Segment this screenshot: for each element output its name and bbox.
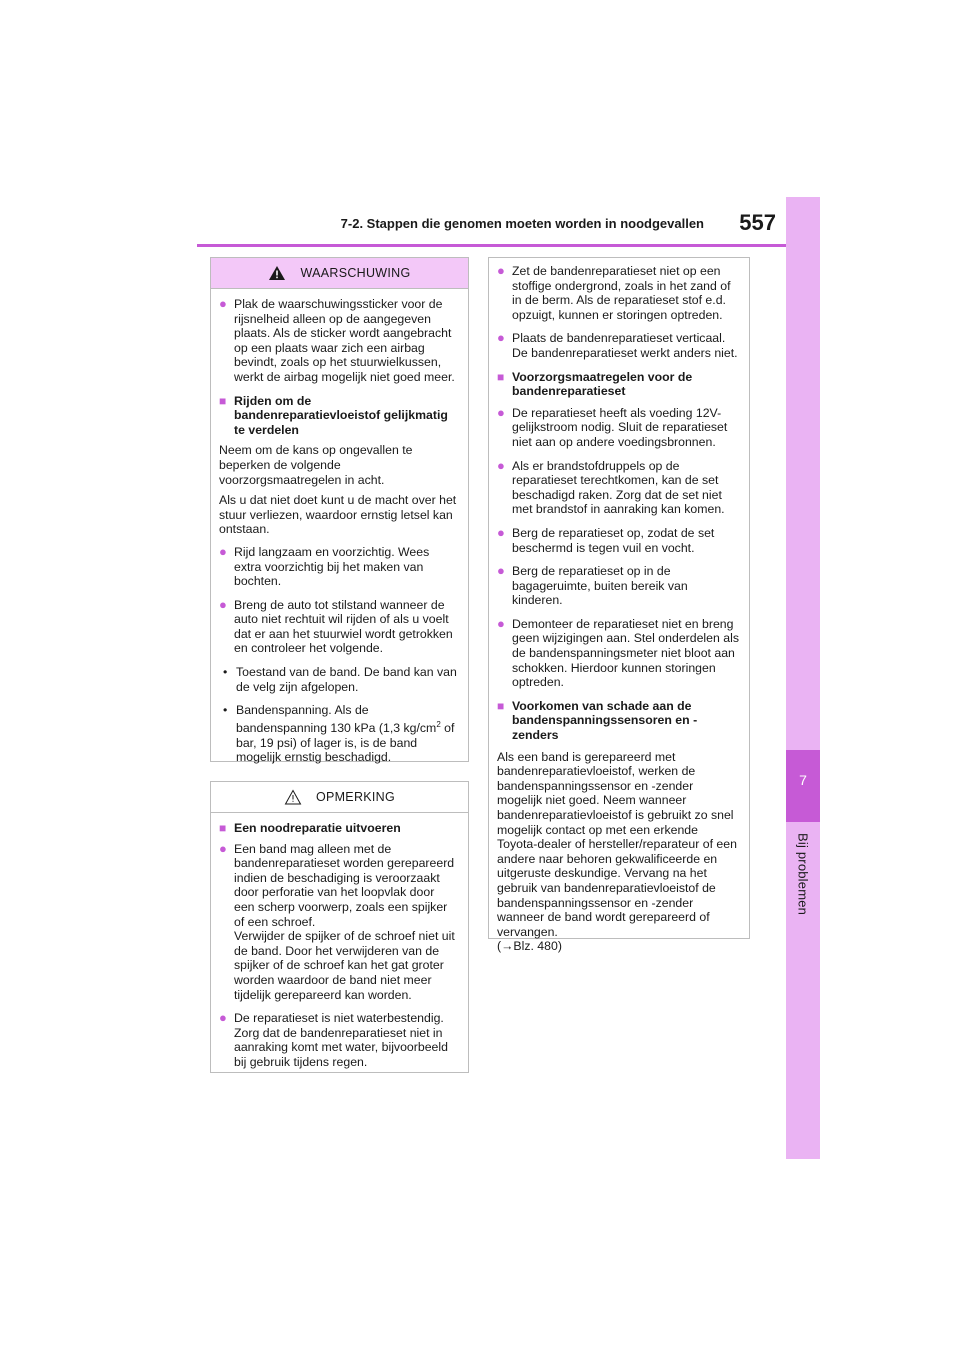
sub-list-item: • Toestand van de band. De band kan van de velg zijn afgelopen. [223, 665, 457, 694]
chapter-title: Bij problemen [795, 833, 811, 916]
bullet-dot-icon: ● [219, 840, 227, 856]
warning-box-header [211, 258, 468, 289]
note-box-header [211, 782, 468, 813]
sub-list-item: • Bandenspanning. Als de bandenspanning 130 kPa (1,3 $kg/cm^2$ of bar, 19 psi) of lager is, is de band mogelijk ernstig beschadigd. [223, 703, 455, 765]
square-bullet-icon: ■ [497, 698, 505, 713]
list-item: ● Plak de waarschuwingssticker voor de rijsnelheid alleen op de aangegeven plaats. Als de sticker wordt aangebracht op een plaats waar zich een airbag bevindt, zoals op het stuurwielkussen, werkt de airbag mogelijk niet goed meer. [219, 296, 455, 384]
bullet-dot-icon: ● [497, 263, 505, 278]
page-reference: (→Blz. 480) [497, 939, 562, 954]
continued-box [488, 257, 750, 954]
bullet-dot-icon: ● [497, 457, 505, 473]
paragraph: Als een band is gerepareerd met bandenreparatievloeistof, werken de bandenspanningssensor en -zender mogelijk niet goed. Neem wanneer bandenreparatievloeistof is gebruikt zo snel mogelijk contact op met een erkende Toyota-dealer of hersteller/reparateur of een andere naar behoren gekwalificeerde en uitgeruste deskundige. Vervang na het gebruik van bandenreparatievloeistof de bandenspanningssensor en -zender wanneer de band wordt gerepareerd of vervangen. (→Blz. 480) [497, 749, 737, 954]
chapter-number: 7 [799, 772, 807, 788]
list-item: ● Berg de reparatieset op in de bagageruimte, buiten bereik van kinderen. [497, 563, 688, 608]
paragraph: Als u dat niet doet kunt u de macht over het stuur verliezen, waardoor ernstig letsel kan ontstaan. [219, 493, 457, 537]
bullet-dot-icon: ● [497, 615, 505, 631]
bullet-dot-icon: ● [219, 543, 227, 559]
bullet-dot-icon: ● [497, 563, 505, 579]
note-box [210, 781, 469, 1073]
bullet-dot-icon: ● [219, 296, 227, 311]
list-item: ● Berg de reparatieset op, zodat de set beschermd is tegen vuil en vocht. [497, 524, 715, 555]
list-item: ● De reparatieset heeft als voeding 12V-gelijkstroom nodig. Sluit de reparatieset niet aan op andere voedingsbronnen. [497, 404, 728, 449]
square-bullet-icon: ■ [219, 393, 227, 408]
warning-box [210, 257, 469, 765]
list-item: ● Plaats de bandenreparatieset verticaal. De bandenreparatieset werkt anders niet. [497, 330, 738, 360]
bullet-dot-icon: ● [497, 330, 505, 346]
bullet-dot-icon: ● [219, 1010, 227, 1026]
warning-box-title: WAARSCHUWING [300, 266, 411, 280]
list-item: ● Rijd langzaam en voorzichtig. Wees extra voorzichtig bij het maken van bochten. [219, 543, 430, 589]
header-divider [197, 244, 786, 247]
square-bullet-icon: ■ [219, 821, 227, 835]
section-heading: ■ Voorzorgsmaatregelen voor de bandenreparatieset [497, 369, 693, 399]
section-heading: ■ Een noodreparatie uitvoeren [219, 821, 401, 835]
note-box-title: OPMERKING [315, 790, 396, 804]
chapter-side-tab [786, 197, 820, 1159]
page-number: 557 [739, 210, 776, 235]
list-item: ● Zet de bandenreparatieset niet op een stoffige ondergrond, zoals in het zand of in de berm. Als de reparatieset stof e.d. opzuigt, kunnen er storingen optreden. [497, 263, 731, 322]
list-item: ● Breng de auto tot stilstand wanneer de auto niet rechtuit wil rijden of als u voelt dat er aan het stuurwiel wordt getrokken en controleer het volgende. [219, 596, 453, 656]
warning-triangle-icon [268, 265, 286, 281]
caution-triangle-icon [284, 789, 302, 805]
section-heading: ■ Rijden om de bandenreparatievloeistof gelijkmatig te verdelen [219, 393, 448, 437]
list-item: ● De reparatieset is niet waterbestendig. Zorg dat de bandenreparatieset niet in aanraking komt met water, bijvoorbeeld bij gebruik tijdens regen. [219, 1010, 448, 1069]
list-item: ● Een band mag alleen met de bandenreparatieset worden gerepareerd indien de beschadiging is veroorzaakt door perforatie van het loopvlak door een scherp voorwerp, zoals een spijker of een schroef. Verwijder de spijker of de schroef niet uit de band. Door het verwijderen van de spijker of de schroef kan het gat groter worden waardoor de band niet meer tijdelijk gerepareerd kan worden. [219, 840, 455, 1002]
list-item: ● Als er brandstofdruppels op de reparatieset terechtkomen, kan de set beschadigd raken. Zorg dat de set niet met brandstof in aanraking kan komen. [497, 457, 725, 517]
paragraph: Neem om de kans op ongevallen te beperken de volgende voorzorgsmaatregelen in acht. [219, 443, 413, 487]
section-title: 7-2. Stappen die genomen moeten worden in noodgevallen [340, 216, 704, 231]
section-heading: ■ Voorkomen van schade aan de bandenspanningssensoren en -zenders [497, 698, 698, 743]
square-bullet-icon: ■ [497, 369, 505, 384]
bullet-dot-icon: ● [497, 404, 505, 420]
bullet-dot-icon: ● [219, 596, 227, 612]
list-item: ● Demonteer de reparatieset niet en breng geen wijzigingen aan. Stel onderdelen als de bandenspanningsmeter niet bloot aan schokken. Hierdoor kunnen storingen optreden. [497, 615, 739, 690]
bullet-dot-icon: ● [497, 524, 505, 540]
